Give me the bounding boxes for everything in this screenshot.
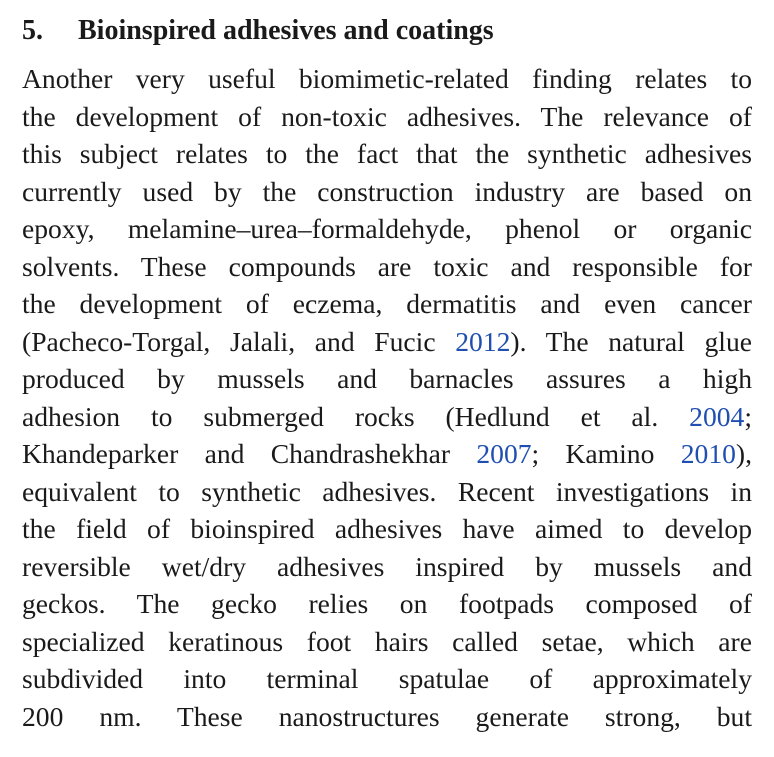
text-line: [22, 698, 752, 736]
text-segment: the field of bioinspired adhesives have aimed to develop: [22, 513, 752, 544]
text-segment: adhesion to submerged rocks (Hedlund et al.: [22, 400, 690, 432]
text-line: [22, 585, 752, 623]
text-line: [22, 323, 752, 361]
text-segment: specialized keratinous foot hairs called setae, which are: [22, 625, 752, 657]
text-segment: geckos. The gecko relies on footpads composed of: [22, 588, 752, 619]
text-line: [22, 285, 752, 323]
text-line: [22, 435, 752, 473]
citation-year-link[interactable]: 2010: [680, 438, 736, 469]
text-line: [22, 173, 752, 211]
body-paragraph: [22, 60, 752, 735]
text-segment: this subject relates to the fact that the synthetic adhesives: [22, 138, 752, 169]
section-number: 5.: [22, 15, 43, 46]
text-line: [22, 473, 752, 511]
text-segment: 200 nm. These nanostructures generate strong, but: [22, 700, 752, 732]
text-segment: Khandeparker and Chandrashekhar: [22, 438, 477, 469]
text-segment: subdivided into terminal spatulae of approximately: [22, 663, 752, 694]
section-title: Bioinspired adhesives and coatings: [78, 15, 494, 46]
text-line: [22, 248, 752, 286]
document-page: [22, 12, 752, 735]
text-line: [22, 210, 752, 248]
citation-year-link[interactable]: 2004: [689, 400, 745, 432]
text-line: [22, 135, 752, 173]
section-heading: [22, 12, 752, 50]
text-segment: (Pacheco-Torgal, Jalali, and Fucic: [22, 325, 456, 357]
text-segment: reversible wet/dry adhesives inspired by mussels and: [22, 550, 752, 582]
text-segment: the development of non-toxic adhesives. The relevance of: [22, 100, 752, 132]
citation-year-link[interactable]: 2007: [476, 438, 532, 469]
text-segment: ; Kamino: [531, 438, 681, 469]
text-segment: ;: [744, 400, 752, 432]
text-segment: produced by mussels and barnacles assures a high: [22, 363, 752, 394]
text-segment: Another very useful biomimetic-related finding relates to: [22, 63, 752, 94]
citation-year-link[interactable]: 2012: [455, 325, 511, 357]
text-line: [22, 360, 752, 398]
text-line: [22, 398, 752, 436]
text-line: [22, 98, 752, 136]
text-line: [22, 660, 752, 698]
text-segment: solvents. These compounds are toxic and responsible for: [22, 250, 752, 282]
text-line: [22, 623, 752, 661]
text-segment: the development of eczema, dermatitis and even cancer: [22, 288, 752, 319]
text-segment: epoxy, melamine–urea–formaldehyde, phenol or organic: [22, 213, 752, 244]
text-segment: ). The natural glue: [510, 325, 752, 357]
text-segment: equivalent to synthetic adhesives. Recent investigations in: [22, 475, 752, 507]
text-segment: ),: [735, 438, 752, 469]
text-line: [22, 60, 752, 98]
text-line: [22, 548, 752, 586]
text-line: [22, 510, 752, 548]
text-segment: currently used by the construction industry are based on: [22, 175, 752, 207]
